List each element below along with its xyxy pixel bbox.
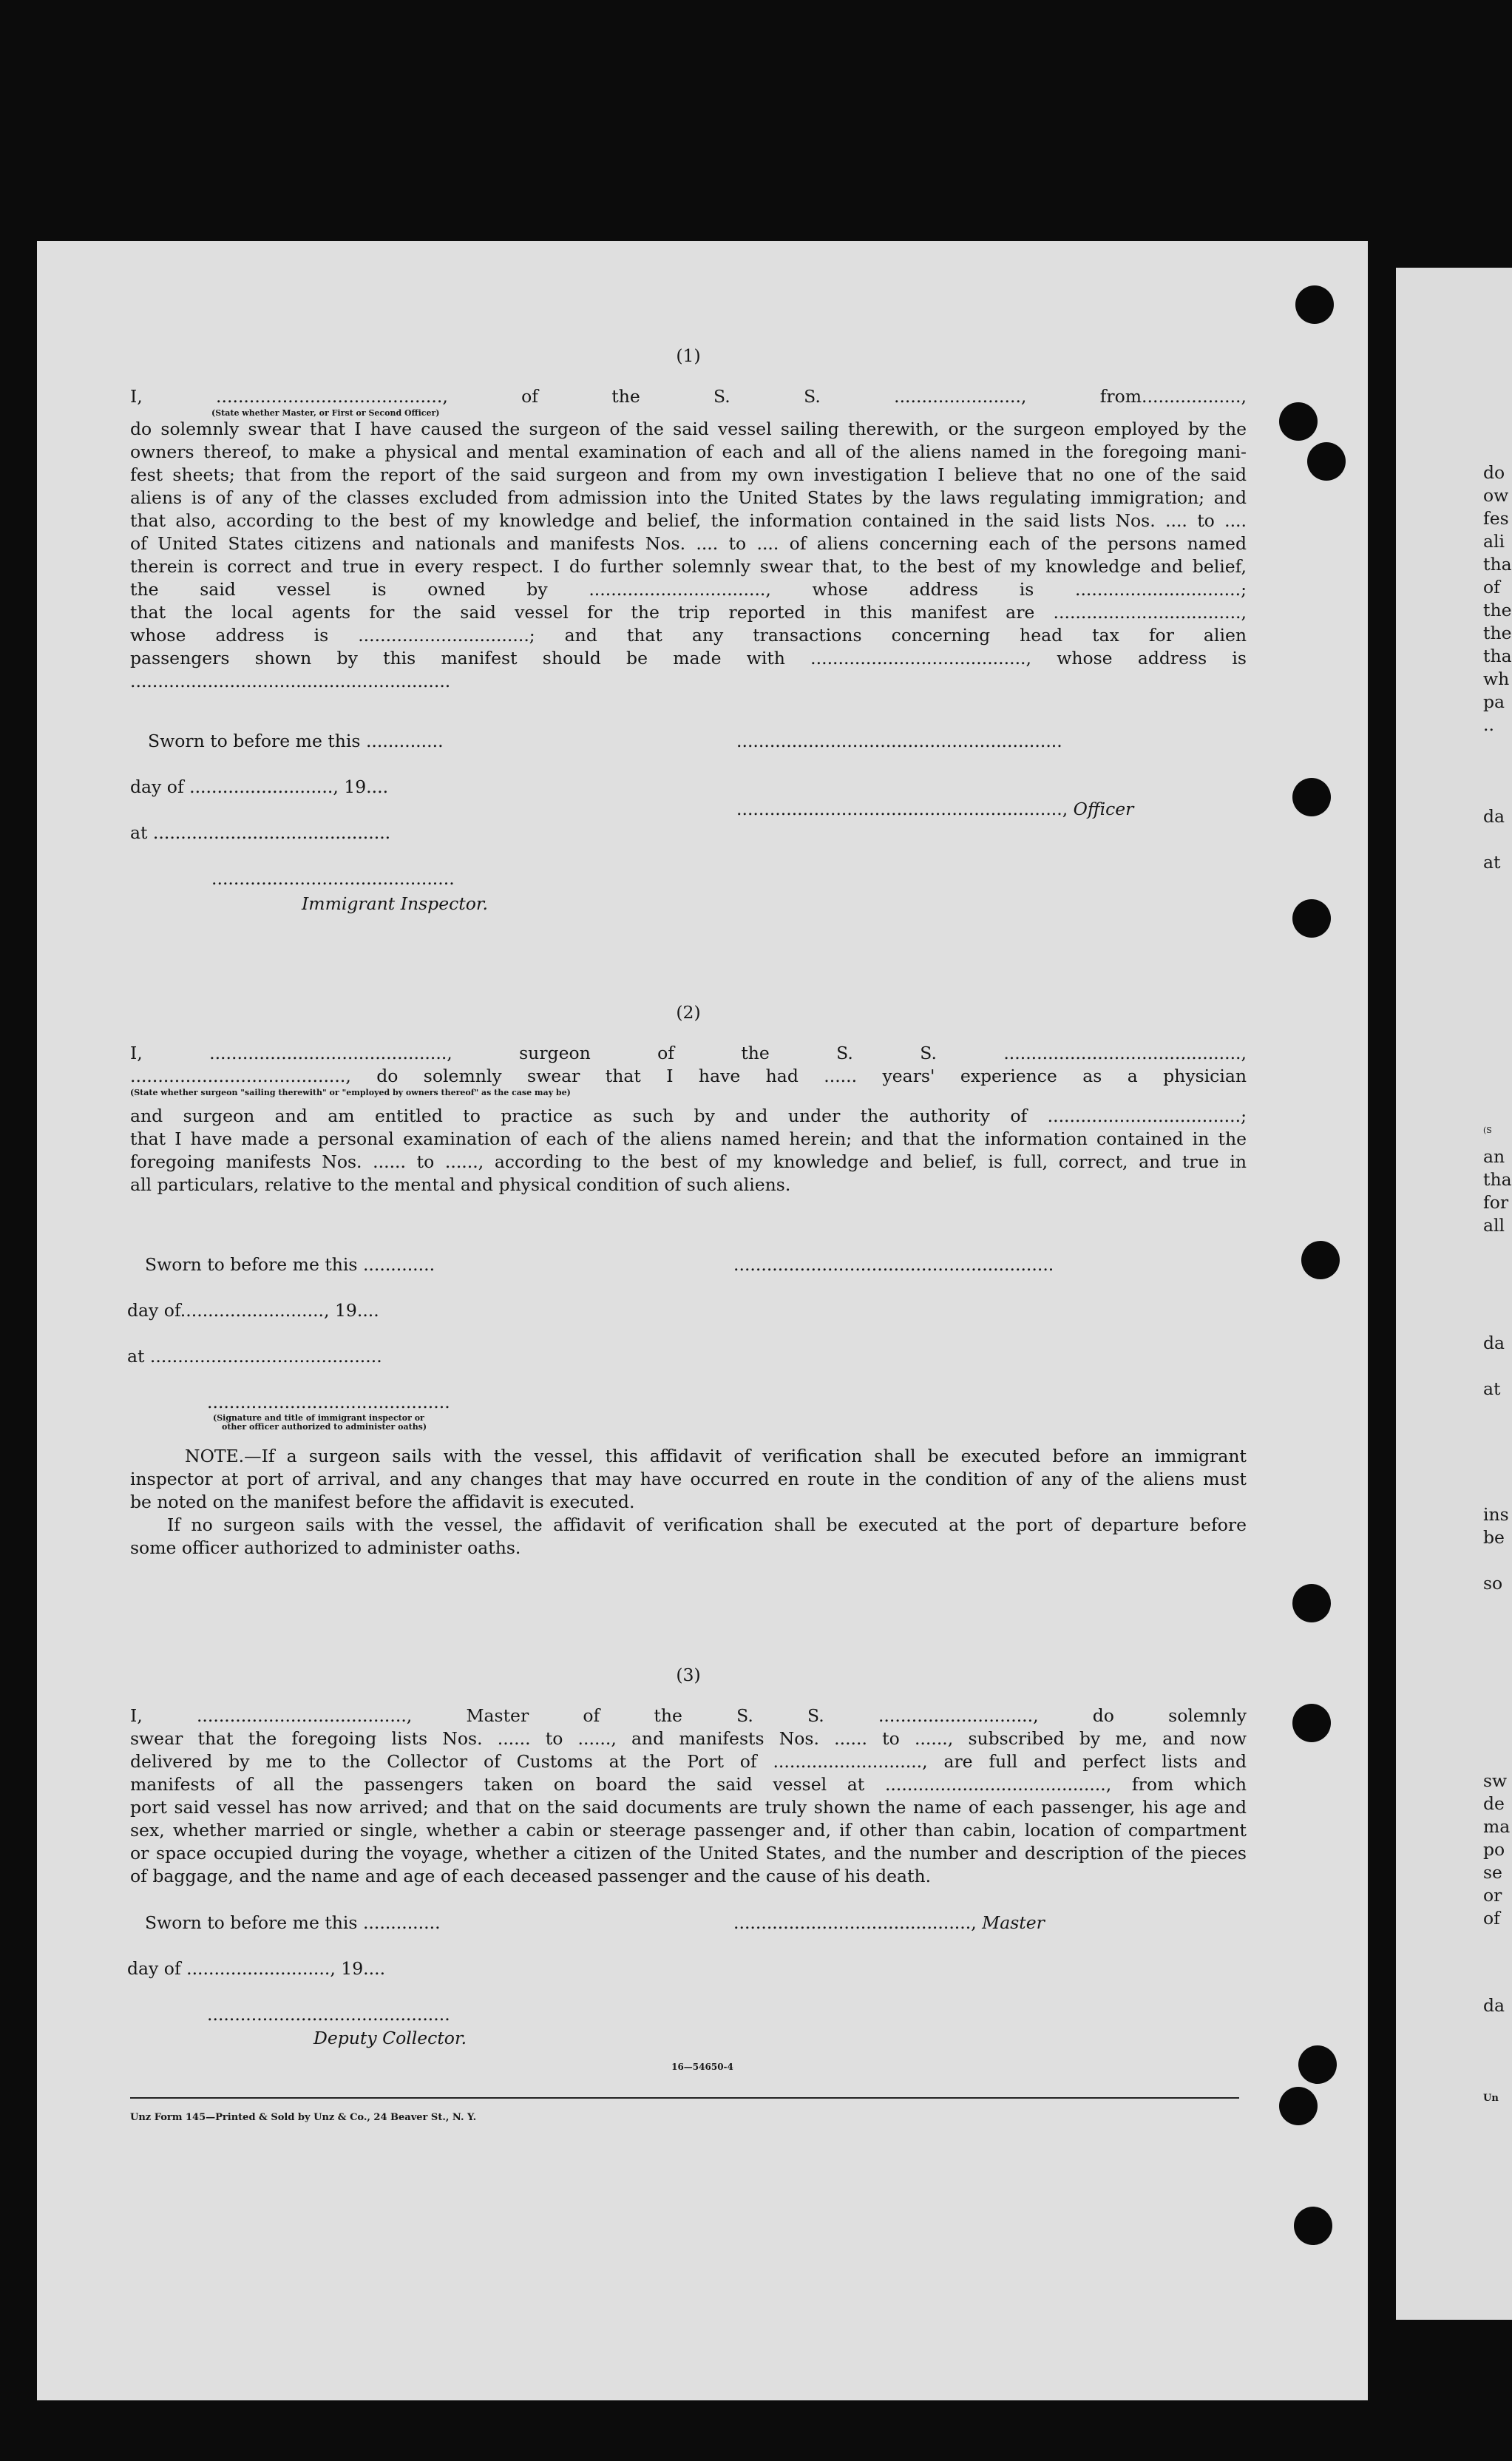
- fragment: fes: [1483, 508, 1509, 529]
- at-line: at ..........................................: [127, 1346, 382, 1367]
- punch-hole: [1279, 2087, 1318, 2125]
- punch-hole: [1301, 1241, 1340, 1279]
- body-line: that I have made a personal examination of each of the aliens named herein; and that the information contained in the: [130, 1128, 1247, 1149]
- punch-hole: [1294, 2207, 1332, 2245]
- collector-label: Deputy Collector.: [313, 2028, 467, 2048]
- body-line: whose address is ...............................; and that any transactions concerning head tax for alien: [130, 625, 1247, 646]
- note-line: some officer authorized to administer oaths.: [130, 1537, 521, 1558]
- form-number: 16—54650-4: [671, 2062, 733, 2072]
- fragment: da: [1483, 806, 1505, 827]
- body-line: do solemnly swear that I have caused the surgeon of the said vessel sailing therewith, or the surgeon employed by the: [130, 419, 1247, 439]
- body-line: passengers shown by this manifest should be made with ......................................., whose address is: [130, 648, 1247, 668]
- fragment: ali: [1483, 531, 1505, 552]
- master-label: Master: [982, 1912, 1045, 1933]
- fragment: da: [1483, 1995, 1505, 2016]
- body-line: that also, according to the best of my knowledge and belief, the information contained in the said lists Nos. .... to ....: [130, 510, 1247, 531]
- fragment: ow: [1483, 485, 1509, 506]
- officer-signature-line: ...........................................................: [736, 731, 1062, 751]
- signature-dots: [207, 1392, 450, 1432]
- day-line: day of .........................., 19....: [130, 776, 389, 797]
- body-line: therein is correct and true in every respect. I do further solemnly swear that, to the best of my knowledge and belief,: [130, 556, 1247, 577]
- fragment: at: [1483, 852, 1501, 873]
- body-line: of baggage, and the name and age of each deceased passenger and the cause of his death.: [130, 1866, 932, 1886]
- day-line: day of .........................., 19....: [127, 1958, 386, 1979]
- punch-hole: [1307, 442, 1346, 481]
- body-line: swear that the foregoing lists Nos. ...... to ......, and manifests Nos. ...... to ......, subscribed by me, and now: [130, 1728, 1247, 1749]
- section-2: [130, 1001, 1247, 1196]
- fragment: wh: [1483, 668, 1510, 689]
- body-line: that the local agents for the said vessel for the trip reported in this manifest are ..................................,: [130, 602, 1247, 623]
- fragment: of: [1483, 1908, 1500, 1929]
- fragment: or: [1483, 1885, 1502, 1906]
- day-line: day of.........................., 19....: [127, 1300, 379, 1321]
- fragment: sw: [1483, 1770, 1508, 1791]
- adjacent-page: [1396, 268, 1512, 2320]
- officer-label: Officer: [1073, 799, 1134, 819]
- section-number: (1): [676, 345, 701, 366]
- body-line: delivered by me to the Collector of Customs at the Port of ..........................., are full and perfect lists and: [130, 1751, 1247, 1772]
- fragment: tha: [1483, 646, 1512, 666]
- officer-line: I, ........................................., of the S. S. ......................., from..................,: [130, 386, 1247, 407]
- fragment: pa: [1483, 691, 1505, 712]
- fragment: an: [1483, 1146, 1505, 1167]
- fragment: ins: [1483, 1504, 1509, 1525]
- collector-dots: ............................................: [207, 2004, 450, 2025]
- at-line: at ...........................................: [130, 822, 391, 843]
- body-line: sex, whether married or single, whether a cabin or steerage passenger and, if other than cabin, location of compartment: [130, 1820, 1247, 1841]
- officer-dots: ...........................................................,: [736, 799, 1074, 819]
- body-line: and surgeon and am entitled to practice as such by and under the authority of ...................................;: [130, 1106, 1247, 1126]
- fragment: se: [1483, 1862, 1502, 1883]
- body-line: aliens is of any of the classes excluded from admission into the United States by the laws regulating immigration; and: [130, 487, 1247, 508]
- body-line: owners thereof, to make a physical and mental examination of each and all of the aliens named in the foregoing mani-: [130, 441, 1247, 462]
- surgeon-line-2: ......................................., do solemnly swear that I have had ...... years' experience as a physician: [130, 1066, 1247, 1086]
- body-line: or space occupied during the voyage, whether a citizen of the United States, and the number and description of the pieces: [130, 1843, 1247, 1863]
- fragment: of: [1483, 577, 1500, 598]
- punch-hole: [1279, 402, 1318, 441]
- manifest-affidavit-page: [37, 241, 1368, 2400]
- fragment: do: [1483, 462, 1505, 483]
- fragment: be: [1483, 1527, 1505, 1548]
- section-number: (3): [676, 1665, 701, 1685]
- fragment: (S: [1483, 1125, 1492, 1135]
- fragment: Un: [1483, 2093, 1499, 2104]
- fragment: ..: [1483, 714, 1494, 735]
- sailing-note: (State whether surgeon "sailing therewith" or "employed by owners thereof" as the case may be): [130, 1088, 571, 1097]
- fragment: all: [1483, 1215, 1505, 1236]
- fragment: so: [1483, 1573, 1503, 1594]
- inspector-dots: ............................................: [211, 868, 455, 889]
- master-dots: ...........................................,: [733, 1912, 983, 1933]
- printer-footer: Unz Form 145—Printed & Sold by Unz & Co., 24 Beaver St., N. Y.: [130, 2112, 477, 2123]
- fragment: de: [1483, 1793, 1505, 1814]
- inspector-label: Immigrant Inspector.: [302, 893, 489, 914]
- note-block: [130, 1445, 1247, 1560]
- punch-hole: [1295, 285, 1334, 324]
- signature-dots-text: ............................................: [207, 1392, 450, 1412]
- punch-hole: [1292, 899, 1331, 938]
- signature-caption: other officer authorized to administer oaths): [222, 1422, 427, 1432]
- section-1: [130, 345, 1247, 693]
- fragment: the: [1483, 600, 1512, 620]
- right-signature-line: ..........................................................: [733, 1254, 1054, 1275]
- body-line: port said vessel has now arrived; and that on the said documents are truly shown the name of each passenger, his age and: [130, 1797, 1247, 1818]
- punch-hole: [1292, 778, 1331, 816]
- officer-note: (State whether Master, or First or Second Officer): [211, 408, 440, 418]
- officer-signature-line-2: [736, 799, 1133, 819]
- fragment: for: [1483, 1192, 1509, 1213]
- body-line: fest sheets; that from the report of the said surgeon and from my own investigation I believe that no one of the said: [130, 464, 1247, 485]
- fragment: tha: [1483, 1169, 1512, 1190]
- section-number: (2): [676, 1002, 701, 1023]
- body-line: ..........................................................: [130, 671, 451, 691]
- body-line: the said vessel is owned by ................................, whose address is ..............................;: [130, 579, 1247, 600]
- body-line: I, ......................................, Master of the S. S. ............................, do solemnly: [130, 1705, 1247, 1726]
- signature-caption: (Signature and title of immigrant inspector or: [213, 1413, 424, 1423]
- note-line: NOTE.—If a surgeon sails with the vessel, this affidavit of verification shall be executed before an immigrant: [185, 1446, 1247, 1466]
- body-line: manifests of all the passengers taken on board the said vessel at ........................................, from which: [130, 1774, 1247, 1795]
- fragment: the: [1483, 623, 1512, 643]
- body-line: all particulars, relative to the mental and physical condition of such aliens.: [130, 1174, 791, 1195]
- punch-hole: [1292, 1584, 1331, 1622]
- sworn-line: Sworn to before me this ..............: [145, 1912, 441, 1933]
- section-3: [130, 1664, 1247, 1888]
- fragment: po: [1483, 1839, 1505, 1860]
- punch-hole: [1292, 1704, 1331, 1742]
- surgeon-line: I, ..........................................., surgeon of the S. S. ...........................................,: [130, 1043, 1247, 1063]
- fragment: at: [1483, 1378, 1501, 1399]
- note-line: inspector at port of arrival, and any changes that may have occurred en route in the condition of any of the aliens must: [130, 1469, 1247, 1489]
- footer-rule: [130, 2097, 1239, 2099]
- sworn-line: Sworn to before me this ..............: [148, 731, 444, 751]
- fragment: da: [1483, 1333, 1505, 1353]
- master-signature-line: [733, 1912, 1045, 1933]
- fragment: ma: [1483, 1816, 1511, 1837]
- note-line: be noted on the manifest before the affidavit is executed.: [130, 1492, 635, 1512]
- body-line: of United States citizens and nationals and manifests Nos. .... to .... of aliens concerning each of the persons named: [130, 533, 1247, 554]
- body-line: foregoing manifests Nos. ...... to ......, according to the best of my knowledge and belief, is full, correct, and true in: [130, 1151, 1247, 1172]
- sworn-line: Sworn to before me this .............: [145, 1254, 435, 1275]
- fragment: tha: [1483, 554, 1512, 575]
- note-line: If no surgeon sails with the vessel, the affidavit of verification shall be executed at the port of departure before: [167, 1514, 1247, 1535]
